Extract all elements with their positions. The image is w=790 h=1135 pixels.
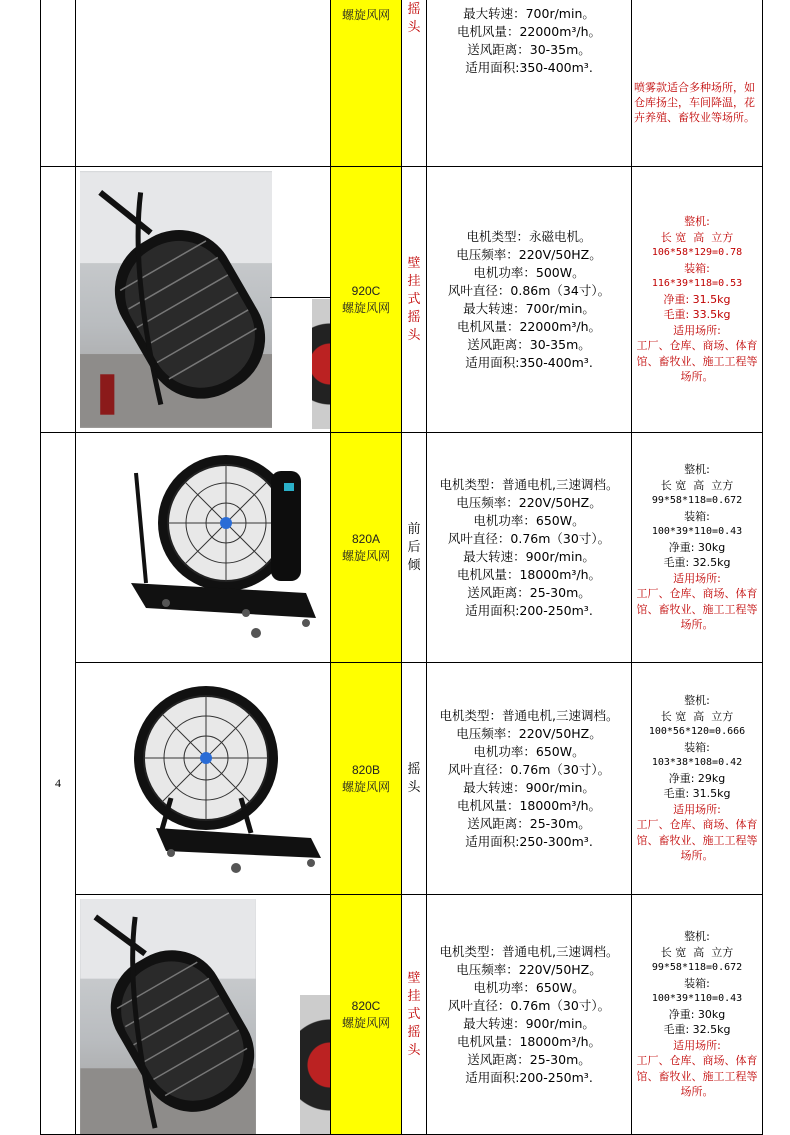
type-char: 摇 — [407, 761, 421, 777]
remark-box-dims: 116*39*118=0.53 — [651, 278, 743, 290]
spec-line: 送风距离：25-30m。 — [467, 584, 591, 600]
spec-line: 电机功率：500W。 — [473, 264, 585, 280]
spec-line: 最大转速：700r/min。 — [463, 6, 595, 21]
type-char: 后 — [407, 539, 421, 555]
type-char: 头 — [407, 327, 421, 343]
remark-whole-label: 整机: — [684, 215, 710, 229]
type-char: 头 — [407, 20, 421, 35]
remark-box-label: 装箱: — [684, 976, 710, 990]
product-photo — [80, 899, 256, 1134]
spec-cell — [427, 0, 632, 167]
remark-usage: 工厂、仓库、商场、体育馆、畜牧业、施工工程等场所。 — [636, 1054, 758, 1099]
remark-cell — [632, 433, 763, 663]
table-row — [41, 895, 763, 1135]
product-image-cell — [76, 663, 331, 895]
type-cell — [402, 895, 427, 1135]
remark-whole-dims: 99*58*118=0.672 — [651, 495, 743, 507]
spec-line: 电机风量：22000m³/h。 — [456, 318, 602, 334]
remark-box-label: 装箱: — [684, 261, 710, 275]
remark-net-weight: 净重: 31.5kg — [663, 292, 731, 306]
remark-whole-label: 整机: — [684, 930, 710, 944]
type-char: 摇 — [407, 1024, 421, 1040]
remark-usage: 工厂、仓库、商场、体育馆、畜牧业、施工工程等场所。 — [636, 587, 758, 632]
remark-gross-weight: 毛重: 31.5kg — [663, 787, 731, 801]
type-cell — [402, 433, 427, 663]
type-cell — [402, 663, 427, 895]
remark-whole-dims: 100*56*120=0.666 — [648, 726, 746, 738]
spec-cell — [427, 433, 632, 663]
remark-dims-header: 长 宽 高 立方 — [660, 478, 734, 492]
remark-cell — [632, 0, 763, 167]
model-cell — [331, 433, 402, 663]
type-char: 头 — [407, 779, 421, 795]
remark-usage-label: 适用场所: — [673, 1038, 721, 1052]
model-name: 螺旋风网 — [341, 779, 390, 794]
spec-line: 适用面积:250-300m³. — [465, 833, 593, 849]
product-image-cell — [76, 895, 331, 1135]
remark-cell — [632, 663, 763, 895]
spec-line: 风叶直径：0.76m（30寸）。 — [447, 761, 611, 777]
type-char: 挂 — [407, 273, 421, 289]
standing-fan-illustration — [76, 663, 330, 895]
group-cell-empty — [41, 167, 76, 433]
spec-line: 送风距离：25-30m。 — [467, 1051, 591, 1067]
remark-dims-header: 长 宽 高 立方 — [660, 945, 734, 959]
remark-net-weight: 净重: 29kg — [668, 771, 726, 785]
spec-line: 送风距离：25-30m。 — [467, 815, 591, 831]
standing-fan-illustration — [76, 433, 330, 663]
remark-usage: 工厂、仓库、商场、体育馆、畜牧业、施工工程等场所。 — [636, 339, 758, 384]
remark-whole-label: 整机: — [684, 694, 710, 708]
spec-line: 最大转速：900r/min。 — [463, 779, 595, 795]
type-char: 摇 — [407, 2, 421, 17]
remark-gross-weight: 毛重: 32.5kg — [663, 556, 731, 570]
spec-line: 电机风量：22000m³/h。 — [456, 24, 602, 39]
spec-line: 电机功率：650W。 — [473, 743, 585, 759]
spec-line: 电机类型：普通电机,三速调档。 — [439, 476, 619, 492]
spec-cell — [427, 663, 632, 895]
remark-cell — [632, 895, 763, 1135]
group-number-cell — [41, 433, 76, 1135]
spec-line: 适用面积:200-250m³. — [465, 1069, 593, 1085]
spec-line: 电机类型：永磁电机。 — [466, 228, 592, 244]
remark-usage-label: 适用场所: — [673, 802, 721, 816]
remark-usage-label: 适用场所: — [673, 571, 721, 585]
spec-line: 适用面积:350-400m³. — [465, 60, 593, 75]
model-code: 820A — [351, 531, 381, 546]
type-char: 壁 — [407, 255, 421, 271]
type-char: 倾 — [407, 557, 421, 573]
remark-whole-label: 整机: — [684, 463, 710, 477]
spec-line: 电压频率：220V/50HZ。 — [456, 246, 602, 262]
spec-line: 送风距离：30-35m。 — [467, 336, 591, 352]
remark-whole-dims: 99*58*118=0.672 — [651, 962, 743, 974]
remark-whole-dims: 106*58*129=0.78 — [651, 247, 743, 259]
type-char: 摇 — [407, 309, 421, 325]
type-cell — [402, 167, 427, 433]
remark-cell — [632, 167, 763, 433]
model-cell — [331, 895, 402, 1135]
type-char: 式 — [407, 1006, 421, 1022]
group-cell-empty — [41, 0, 76, 167]
spec-line: 电压频率：220V/50HZ。 — [456, 725, 602, 741]
spec-line: 适用面积:350-400m³. — [465, 354, 593, 370]
type-cell — [402, 0, 427, 167]
model-code: 820C — [351, 998, 381, 1013]
remark-net-weight: 净重: 30kg — [668, 1007, 726, 1021]
spec-line: 电机功率：650W。 — [473, 979, 585, 995]
remark-box-label: 装箱: — [684, 509, 710, 523]
spec-line: 最大转速：900r/min。 — [463, 548, 595, 564]
spec-line: 电压频率：220V/50HZ。 — [456, 494, 602, 510]
remark-box-dims: 103*38*108=0.42 — [651, 757, 743, 769]
model-name: 螺旋风网 — [341, 8, 390, 22]
type-char: 挂 — [407, 988, 421, 1004]
spec-line: 风叶直径：0.76m（30寸）。 — [447, 530, 611, 546]
remark-dims-header: 长 宽 高 立方 — [660, 230, 734, 244]
remark-gross-weight: 毛重: 32.5kg — [663, 1023, 731, 1037]
remark-net-weight: 净重: 30kg — [668, 540, 726, 554]
remark-box-dims: 100*39*110=0.43 — [651, 993, 743, 1005]
table-row — [41, 663, 763, 895]
model-cell — [331, 167, 402, 433]
type-char: 式 — [407, 291, 421, 307]
spec-line: 电压频率：220V/50HZ。 — [456, 961, 602, 977]
product-photo — [80, 171, 272, 428]
remark-text: 喷雾款适合多种场所，如仓库扬尘，车间降温，花卉养殖、畜牧业等场所。 — [634, 81, 755, 124]
model-name: 螺旋风网 — [341, 1015, 390, 1030]
model-code: 920C — [351, 283, 381, 298]
spec-line: 送风距离：30-35m。 — [467, 42, 591, 57]
product-image-cell — [76, 433, 331, 663]
wall-fan-illustration — [80, 899, 256, 1134]
spec-line: 电机风量：18000m³/h。 — [456, 566, 602, 582]
spec-line: 适用面积:200-250m³. — [465, 602, 593, 618]
spec-line: 风叶直径：0.76m（30寸）。 — [447, 997, 611, 1013]
model-name: 螺旋风网 — [341, 300, 390, 315]
spec-cell — [427, 167, 632, 433]
spec-line: 电机风量：18000m³/h。 — [456, 797, 602, 813]
spec-line: 电机类型：普通电机,三速调档。 — [439, 707, 619, 723]
table-row — [41, 433, 763, 663]
spec-cell — [427, 895, 632, 1135]
remark-usage: 工厂、仓库、商场、体育馆、畜牧业、施工工程等场所。 — [636, 818, 758, 863]
spec-line: 最大转速：700r/min。 — [463, 300, 595, 316]
product-image-cell — [76, 167, 331, 433]
type-char: 前 — [407, 521, 421, 537]
spec-line: 最大转速：900r/min。 — [463, 1015, 595, 1031]
spec-line: 风叶直径：0.86m（34寸）。 — [447, 282, 611, 298]
table-row — [41, 167, 763, 433]
table-row — [41, 0, 763, 167]
model-cell — [331, 0, 402, 167]
remark-box-label: 装箱: — [684, 740, 710, 754]
remark-box-dims: 100*39*110=0.43 — [651, 526, 743, 538]
wall-fan-illustration — [80, 171, 272, 428]
remark-dims-header: 长 宽 高 立方 — [660, 709, 734, 723]
spec-line: 电机风量：18000m³/h。 — [456, 1033, 602, 1049]
model-code: 820B — [351, 762, 381, 777]
remark-gross-weight: 毛重: 33.5kg — [663, 308, 731, 322]
remark-usage-label: 适用场所: — [673, 323, 721, 337]
model-cell — [331, 663, 402, 895]
type-char: 头 — [407, 1042, 421, 1058]
product-image-cell — [76, 0, 331, 167]
product-table — [40, 0, 763, 1135]
group-number: 4 — [55, 776, 61, 790]
model-name: 螺旋风网 — [341, 548, 390, 563]
spec-line: 电机类型：普通电机,三速调档。 — [439, 943, 619, 959]
type-char: 壁 — [407, 970, 421, 986]
spec-line: 电机功率：650W。 — [473, 512, 585, 528]
